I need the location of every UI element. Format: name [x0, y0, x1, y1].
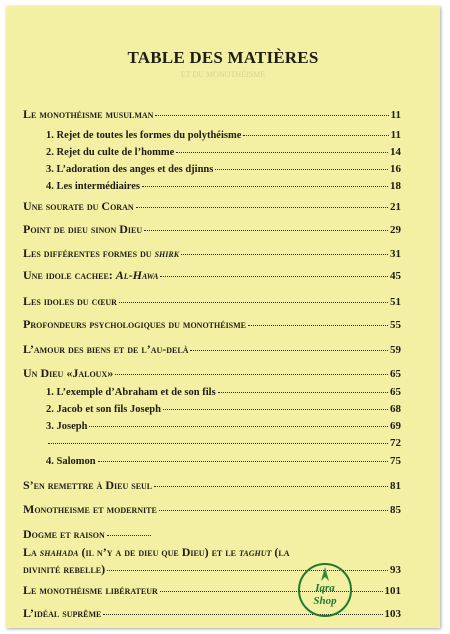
toc-subentry: [46, 420, 401, 432]
toc-entry-label: 1. Rejet de toutes les formes du polythéisme: [46, 130, 242, 141]
toc-entry: [23, 317, 401, 332]
dot-leader: [107, 535, 151, 536]
toc-subentry: [46, 163, 401, 175]
toc-subentry: [46, 455, 401, 467]
toc-entry-label: 3. L’adoration des anges et des djinns: [46, 164, 214, 175]
toc-page-number: 11: [390, 129, 401, 141]
toc-entry: [23, 222, 401, 237]
table-of-contents: [6, 6, 440, 628]
toc-entry-label: Dogme et raison: [23, 527, 105, 541]
toc-entry-label-text: Une idole cachee:: [23, 268, 116, 282]
toc-entry-label-text: (il n’y a de dieu que Dieu) et le: [78, 545, 239, 559]
toc-entry-label: S’en remettre à Dieu seul: [23, 478, 153, 492]
logo-text-bottom: Shop: [313, 595, 337, 607]
toc-entry: [23, 342, 401, 357]
toc-subentry: [46, 146, 401, 158]
logo-leaf-icon: [321, 567, 329, 581]
dot-leader: [144, 230, 388, 231]
dot-leader: [159, 510, 388, 511]
toc-page-number: 93: [390, 564, 401, 576]
dot-leader: [98, 461, 388, 462]
toc-subentry: [46, 437, 401, 449]
toc-entry-label: Point de dieu sinon Dieu: [23, 222, 143, 236]
toc-page-number: 101: [384, 585, 401, 597]
toc-page-number: 59: [390, 344, 401, 356]
toc-entry-label-italic: Al-Hawa: [115, 268, 159, 282]
toc-entry-label: Un Dieu «Jaloux»: [23, 366, 114, 380]
dot-leader: [181, 254, 388, 255]
toc-page-number: 14: [390, 146, 401, 158]
toc-entry-label: divinité rebelle): [23, 562, 106, 576]
toc-entry-label: Les idoles du cœur: [23, 294, 117, 308]
toc-entry: [23, 366, 401, 381]
toc-entry-label: [23, 268, 158, 283]
dot-leader: [48, 443, 388, 444]
toc-page-number: 21: [390, 201, 401, 213]
toc-page-number: 85: [390, 504, 401, 516]
bleed-through-subtitle: ET DU MONOTHÉISME: [180, 70, 266, 79]
dot-leader: [142, 186, 388, 187]
toc-page-number: 45: [390, 270, 401, 282]
toc-entry-label: Une sourate du Coran: [23, 199, 134, 213]
toc-page-number: 55: [390, 319, 401, 331]
toc-entry-label-italic: taghut: [238, 545, 272, 559]
toc-entry-label-italic: shahada: [39, 545, 79, 559]
toc-page-number: 11: [390, 109, 401, 121]
toc-entry: [23, 246, 401, 261]
toc-page-number: 65: [390, 386, 401, 398]
logo-text-top: Iqra: [315, 582, 335, 594]
toc-subentry: [46, 129, 401, 141]
dot-leader: [248, 325, 388, 326]
toc-entry: [23, 502, 401, 517]
toc-page-number: 69: [390, 420, 401, 432]
toc-entry: [23, 294, 401, 309]
toc-subentry: [46, 180, 401, 192]
toc-subentry: [46, 403, 401, 415]
dot-leader: [218, 392, 388, 393]
dot-leader: [215, 169, 388, 170]
toc-entry: [23, 268, 401, 283]
toc-entry-label: Monotheisme et modernite: [23, 502, 157, 516]
toc-entry-label: 4. Salomon: [46, 456, 96, 467]
dot-leader: [163, 409, 388, 410]
toc-entry-label: Le monothéisme libérateur: [23, 583, 158, 597]
toc-entry: [23, 199, 401, 214]
toc-entry-label: [23, 246, 179, 261]
toc-entry-label: 3. Joseph: [46, 421, 88, 432]
toc-page-number: 16: [390, 163, 401, 175]
toc-entry: [23, 527, 153, 542]
toc-entry-label: Le monothéisme musulman: [23, 107, 154, 121]
toc-subentry: [46, 386, 401, 398]
toc-entry-label-text: (la: [271, 545, 290, 559]
toc-page-number: 51: [390, 296, 401, 308]
toc-page-number: 81: [390, 480, 401, 492]
dot-leader: [155, 115, 388, 116]
iqra-shop-watermark-logo: [296, 561, 354, 619]
toc-entry-label-text: La: [23, 545, 40, 559]
dot-leader: [115, 374, 388, 375]
dot-leader: [243, 135, 388, 136]
toc-entry: [23, 478, 401, 493]
dot-leader: [154, 486, 388, 487]
toc-entry-label-italic: shirk: [154, 246, 180, 260]
toc-page-number: 68: [390, 403, 401, 415]
toc-entry-first-line: [23, 545, 290, 560]
toc-entry-label: L’amour des biens et de l’au-delà: [23, 342, 189, 356]
toc-entry-label-text: Les différentes formes du: [23, 246, 155, 260]
dot-leader: [89, 426, 388, 427]
dot-leader: [160, 276, 388, 277]
toc-page-number: 103: [384, 608, 401, 620]
toc-page-number: 72: [390, 437, 401, 449]
dot-leader: [176, 152, 388, 153]
toc-entry-label: 2. Jacob et son fils Joseph: [46, 404, 161, 415]
toc-page-number: 29: [390, 224, 401, 236]
toc-entry: [23, 107, 401, 122]
toc-page-number: 18: [390, 180, 401, 192]
dot-leader: [190, 350, 388, 351]
book-page: [6, 6, 440, 628]
toc-entry-label: L’idéal suprême: [23, 606, 102, 620]
toc-entry-label: 4. Les intermédiaires: [46, 181, 140, 192]
toc-page-number: 75: [390, 455, 401, 467]
page-title: TABLE DES MATIÈRES: [127, 48, 319, 67]
dot-leader: [136, 207, 388, 208]
dot-leader: [119, 302, 388, 303]
toc-entry-label: Profondeurs psychologiques du monothéisme: [23, 317, 247, 331]
toc-page-number: 31: [390, 248, 401, 260]
toc-entry-label: 2. Rejet du culte de l’homme: [46, 147, 175, 158]
toc-entry-label: 1. L’exemple d’Abraham et de son fils: [46, 387, 216, 398]
toc-page-number: 65: [390, 368, 401, 380]
